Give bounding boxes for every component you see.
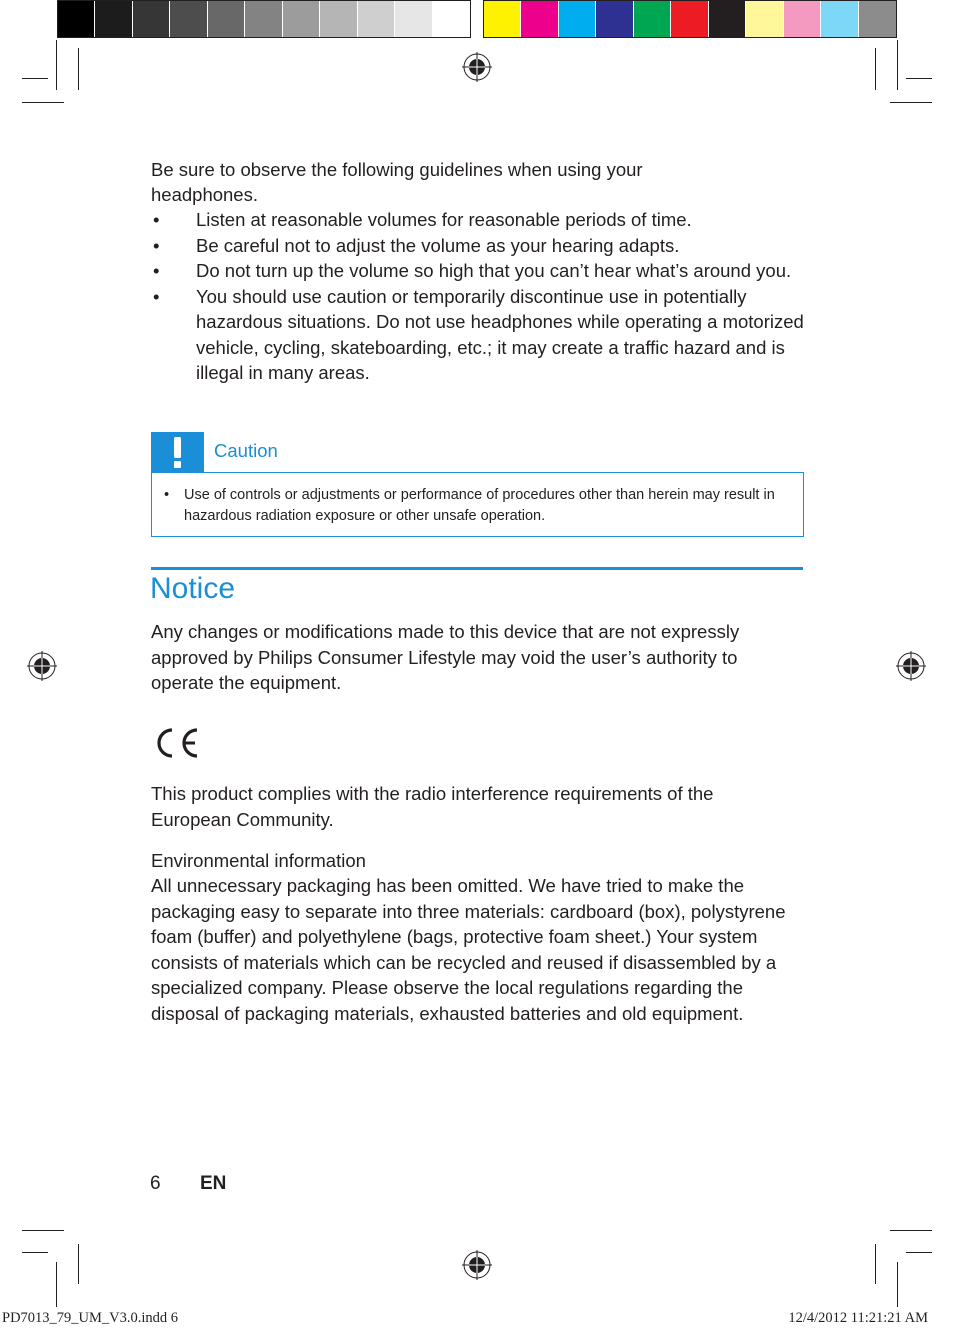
registration-mark-icon bbox=[896, 651, 926, 681]
caution-box bbox=[151, 472, 804, 537]
notice-paragraph: Any changes or modifications made to this device that are not expressly approved by Philips Consumer Lifestyle may void the user’s authority to operate the equipment. bbox=[151, 621, 740, 693]
crop-mark bbox=[22, 78, 48, 79]
guidelines-heading-line1: Be sure to observe the following guidelines when using your bbox=[151, 159, 643, 180]
color-swatch bbox=[283, 1, 320, 37]
crop-mark bbox=[906, 78, 932, 79]
list-item-text: Do not turn up the volume so high that you can’t hear what’s around you. bbox=[196, 260, 792, 281]
color-swatch bbox=[133, 1, 170, 37]
color-swatch bbox=[170, 1, 207, 37]
color-swatch bbox=[559, 1, 596, 37]
color-swatch bbox=[95, 1, 132, 37]
crop-mark bbox=[890, 1230, 932, 1231]
color-swatch bbox=[358, 1, 395, 37]
color-swatch bbox=[821, 1, 858, 37]
caution-tab bbox=[151, 432, 204, 472]
color-swatch bbox=[746, 1, 783, 37]
list-item-text: Be careful not to adjust the volume as your hearing adapts. bbox=[196, 234, 680, 256]
exclamation-icon bbox=[151, 432, 204, 472]
crop-mark bbox=[56, 40, 57, 90]
notice-title: Notice bbox=[150, 572, 236, 605]
bullet-icon: • bbox=[153, 285, 160, 307]
color-swatch bbox=[433, 1, 470, 37]
color-swatch bbox=[709, 1, 746, 37]
crop-mark bbox=[897, 40, 898, 90]
color-swatch bbox=[58, 1, 95, 37]
environment-paragraph: All unnecessary packaging has been omitted. We have tried to make the packaging easy to separate into three materials: cardboard (box), polystyrene foam (buffer) and polyethylene (bags, protective foam sheet.) Your system consists of materials which can be recycled and reused if disassembled by a specialized company. Please observe the local regulations regarding the disposal of packaging materials, exhausted batteries and old equipment. bbox=[151, 875, 786, 1024]
notice-rule bbox=[151, 567, 803, 570]
color-swatch bbox=[395, 1, 432, 37]
list-item bbox=[151, 233, 811, 259]
color-swatch bbox=[859, 1, 896, 37]
crop-mark bbox=[22, 102, 64, 103]
crop-mark bbox=[78, 48, 79, 90]
registration-mark-icon bbox=[462, 1250, 492, 1280]
registration-mark-icon bbox=[462, 52, 492, 82]
crop-mark bbox=[897, 1262, 898, 1307]
compliance-paragraph: This product complies with the radio interference requirements of the European Community. bbox=[151, 783, 714, 830]
caution-title: Caution bbox=[214, 440, 278, 461]
guidelines-list bbox=[151, 207, 811, 386]
caution-text: Use of controls or adjustments or performance of procedures other than herein may result in hazardous radiation exposure or other unsafe operation. bbox=[184, 487, 775, 524]
crop-mark bbox=[56, 1262, 57, 1307]
list-item-text: Listen at reasonable volumes for reasonable periods of time. bbox=[196, 209, 692, 230]
bullet-icon: • bbox=[153, 209, 160, 230]
crop-mark bbox=[875, 1244, 876, 1284]
crop-mark bbox=[22, 1252, 48, 1253]
language-code: EN bbox=[200, 1173, 227, 1194]
slug-file: PD7013_79_UM_V3.0.indd 6 bbox=[2, 1310, 179, 1326]
crop-mark bbox=[890, 102, 932, 103]
guidelines-heading-line2: headphones. bbox=[151, 184, 258, 205]
slug-timestamp: 12/4/2012 11:21:21 AM bbox=[788, 1310, 928, 1326]
process-color-bar bbox=[483, 0, 897, 38]
color-swatch bbox=[596, 1, 633, 37]
registration-mark-icon bbox=[27, 651, 57, 681]
color-swatch bbox=[671, 1, 708, 37]
crop-mark bbox=[906, 1252, 932, 1253]
page-number: 6 bbox=[150, 1173, 161, 1194]
caution-item bbox=[164, 485, 784, 526]
list-item bbox=[151, 284, 811, 386]
color-swatch bbox=[245, 1, 282, 37]
crop-mark bbox=[78, 1244, 79, 1284]
color-swatch bbox=[208, 1, 245, 37]
guidelines-section bbox=[151, 157, 811, 386]
color-swatch bbox=[634, 1, 671, 37]
list-item-text: You should use caution or temporarily discontinue use in potentially hazardous situations. Do not use headphones while operating a motorized vehicle, cycling, skateboarding, etc.; it may create a traffic hazard and is illegal in many areas. bbox=[196, 285, 804, 383]
ce-mark-icon bbox=[151, 727, 199, 759]
list-item bbox=[151, 258, 811, 284]
bullet-icon: • bbox=[164, 487, 170, 503]
bullet-icon: • bbox=[153, 234, 160, 256]
crop-mark bbox=[22, 1230, 64, 1231]
bullet-icon: • bbox=[153, 260, 160, 281]
color-swatch bbox=[320, 1, 357, 37]
color-swatch bbox=[521, 1, 558, 37]
grayscale-color-bar bbox=[57, 0, 471, 38]
list-item bbox=[151, 207, 811, 233]
crop-mark bbox=[875, 48, 876, 90]
color-swatch bbox=[784, 1, 821, 37]
color-swatch bbox=[484, 1, 521, 37]
environment-heading: Environmental information bbox=[151, 850, 366, 871]
